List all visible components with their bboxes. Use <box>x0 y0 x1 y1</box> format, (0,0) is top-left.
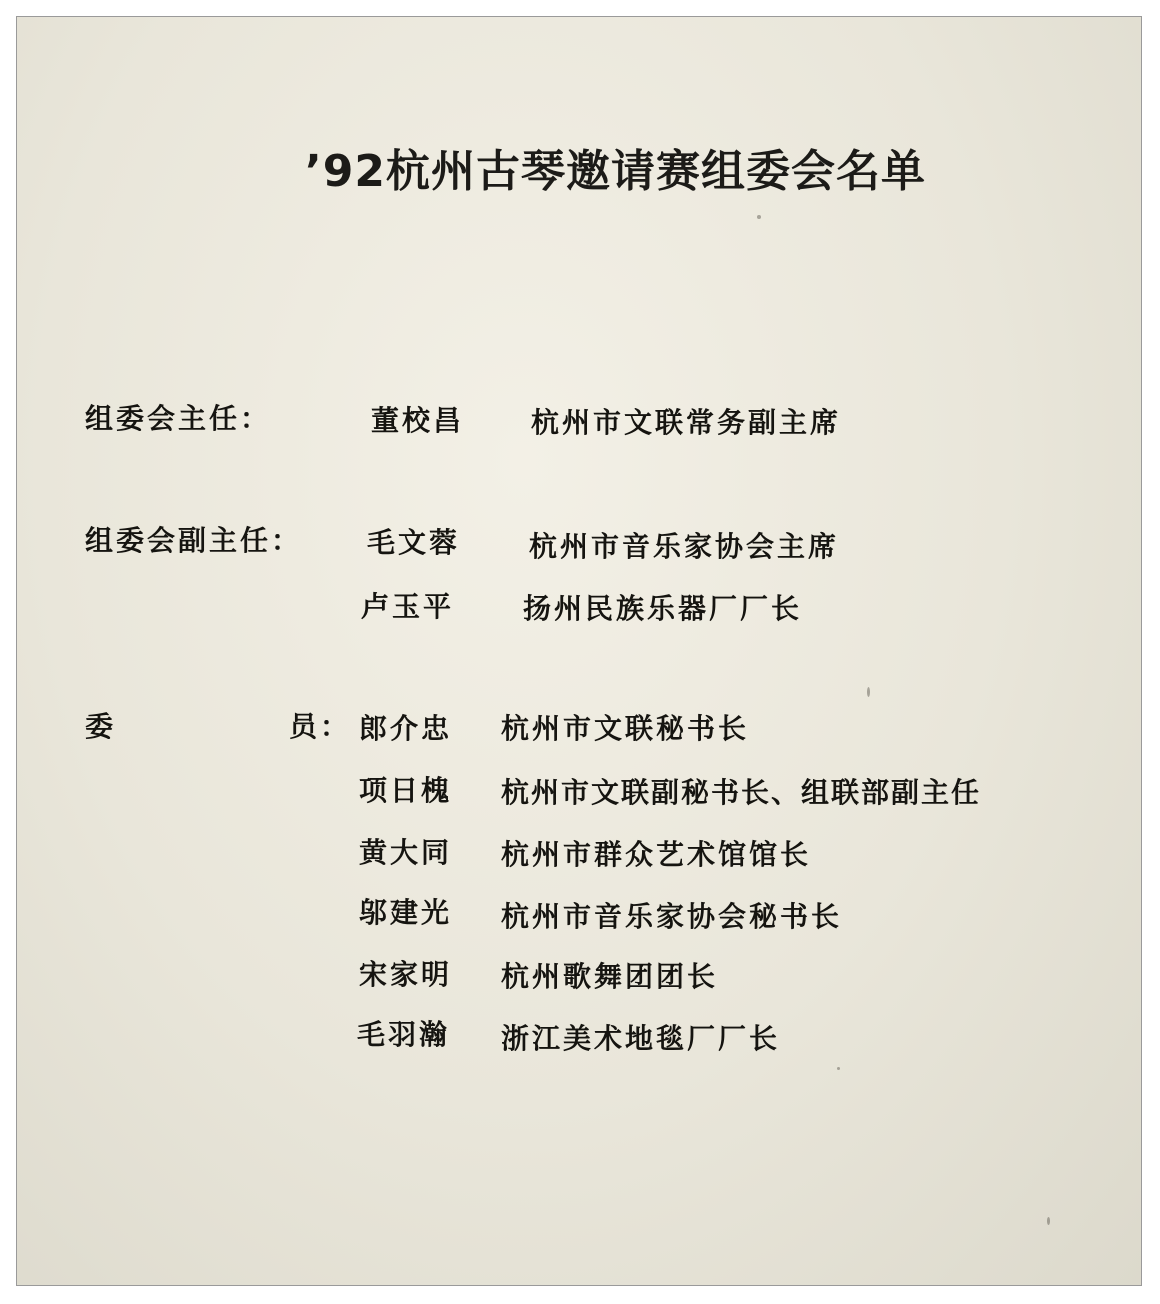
member-name: 项日槐 <box>359 774 453 807</box>
paper-speck <box>757 215 761 219</box>
deputy-position: 杭州市音乐家协会主席 <box>529 530 840 563</box>
deputy-name: 卢玉平 <box>361 590 455 623</box>
member-name: 邬建光 <box>359 896 453 929</box>
director-name: 董校昌 <box>371 404 465 437</box>
document-title: ’92杭州古琴邀请赛组委会名单 <box>305 146 926 197</box>
member-name: 毛羽瀚 <box>357 1018 451 1051</box>
paper-speck <box>837 1067 840 1070</box>
committee-label-left: 委 <box>85 710 117 743</box>
paper-speck <box>867 687 870 697</box>
member-position: 杭州市文联副秘书长、组联部副主任 <box>501 776 982 809</box>
deputy-name: 毛文蓉 <box>367 526 461 559</box>
member-position: 杭州市音乐家协会秘书长 <box>501 900 843 933</box>
member-name: 黄大同 <box>359 836 453 869</box>
member-position: 杭州歌舞团团长 <box>501 960 719 993</box>
member-position: 杭州市文联秘书长 <box>501 712 750 745</box>
director-position: 杭州市文联常务副主席 <box>531 406 842 439</box>
director-label: 组委会主任： <box>85 402 272 435</box>
deputy-position: 扬州民族乐器厂厂长 <box>523 592 803 625</box>
paper-speck <box>1047 1217 1050 1225</box>
member-name: 郎介忠 <box>359 712 453 745</box>
deputy-directors-label: 组委会副主任： <box>85 524 303 557</box>
member-position: 杭州市群众艺术馆馆长 <box>501 838 812 871</box>
member-position: 浙江美术地毯厂厂长 <box>501 1022 781 1055</box>
committee-label-right: 员： <box>289 710 352 743</box>
document-page <box>16 16 1142 1286</box>
member-name: 宋家明 <box>359 958 453 991</box>
